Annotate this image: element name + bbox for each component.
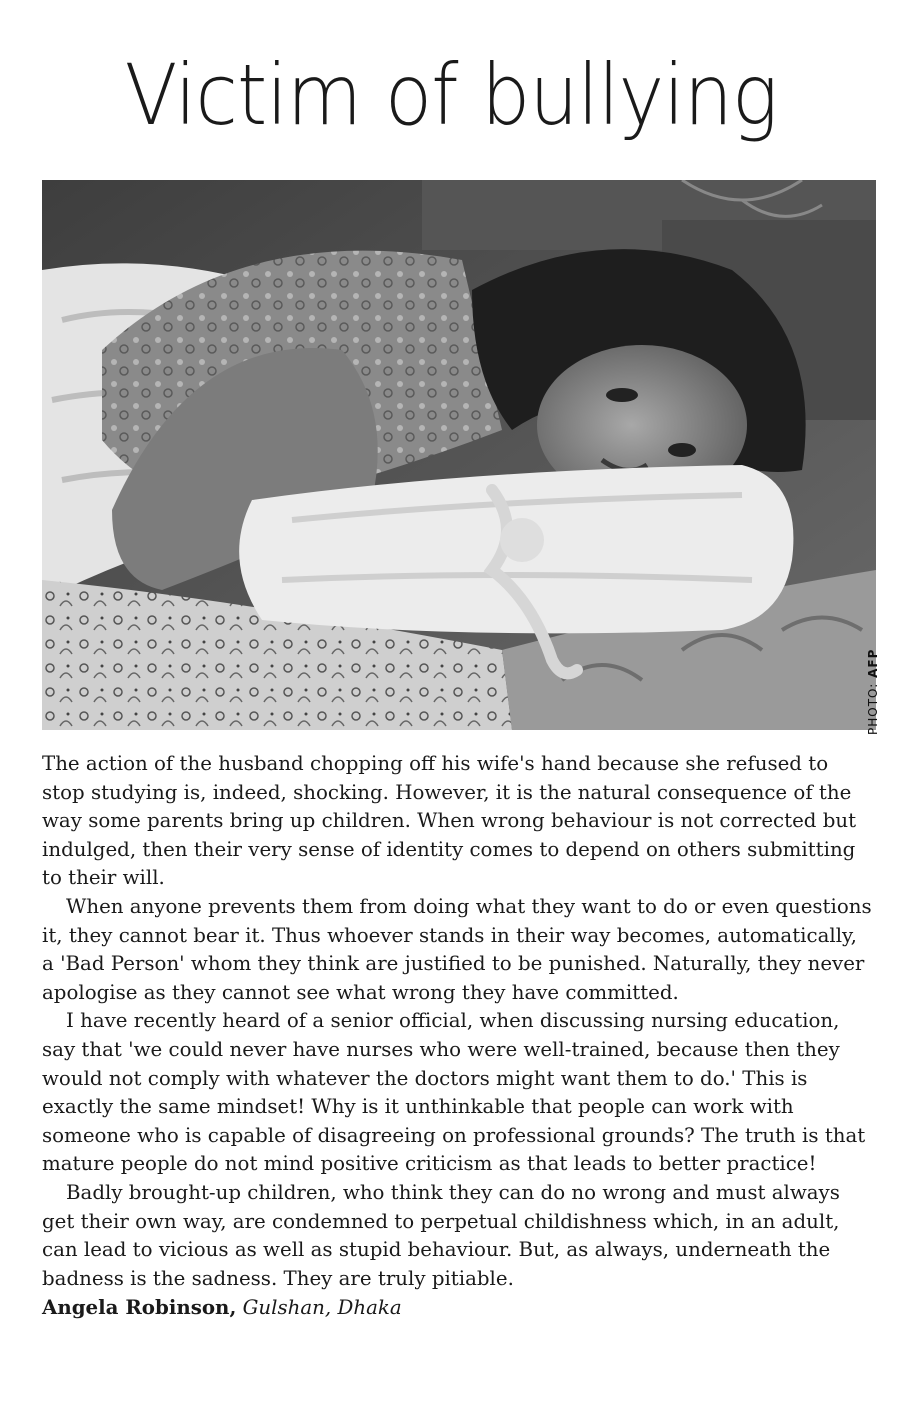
- photo-illustration: [42, 180, 876, 730]
- article-paragraph-4: Badly brought-up children, who think they can do no wrong and must always get their own way, are condemned to perpetual childishness which, in an adult, can lead to vicious as well as stupid behaviour. But, as always, underneath the badness is the sadness. They are truly pitiable.: [42, 1180, 840, 1290]
- byline-place: Gulshan, Dhaka: [242, 1296, 402, 1320]
- photo-credit: [866, 649, 880, 735]
- photo-credit-agency: AFP: [866, 648, 880, 678]
- article-body: [42, 750, 872, 1322]
- byline-author: Angela Robinson,: [42, 1295, 237, 1320]
- article-paragraph-2: When anyone prevents them from doing what they want to do or even questions it, they cannot bear it. Thus whoever stands in their way becomes, automatically, a 'Bad Person' whom they think are justified to be punished. Naturally, they never apologise as they cannot see what wrong they have committed.: [42, 894, 872, 1004]
- news-photo: [42, 180, 876, 730]
- byline: [42, 1293, 872, 1322]
- headline: Victim of bullying: [124, 46, 778, 144]
- article-paragraph-1: The action of the husband chopping off his wife's hand because she refused to stop studying is, indeed, shocking. However, it is the natural consequence of the way some parents bring up children. When wrong behaviour is not corrected but indulged, then their very sense of identity comes to depend on others submitting to their will.: [42, 752, 857, 890]
- photo-credit-prefix: PHOTO:: [866, 677, 880, 735]
- article-paragraph-3: I have recently heard of a senior official, when discussing nursing education, say that 'we could never have nurses who were well-trained, because then they would not comply with whatever the doctors might want them to do.' This is exactly the same mindset! Why is it unthinkable that people can work with someone who is capable of disagreeing on professional grounds? The truth is that mature people do not mind positive criticism as that leads to better practice!: [42, 1009, 866, 1176]
